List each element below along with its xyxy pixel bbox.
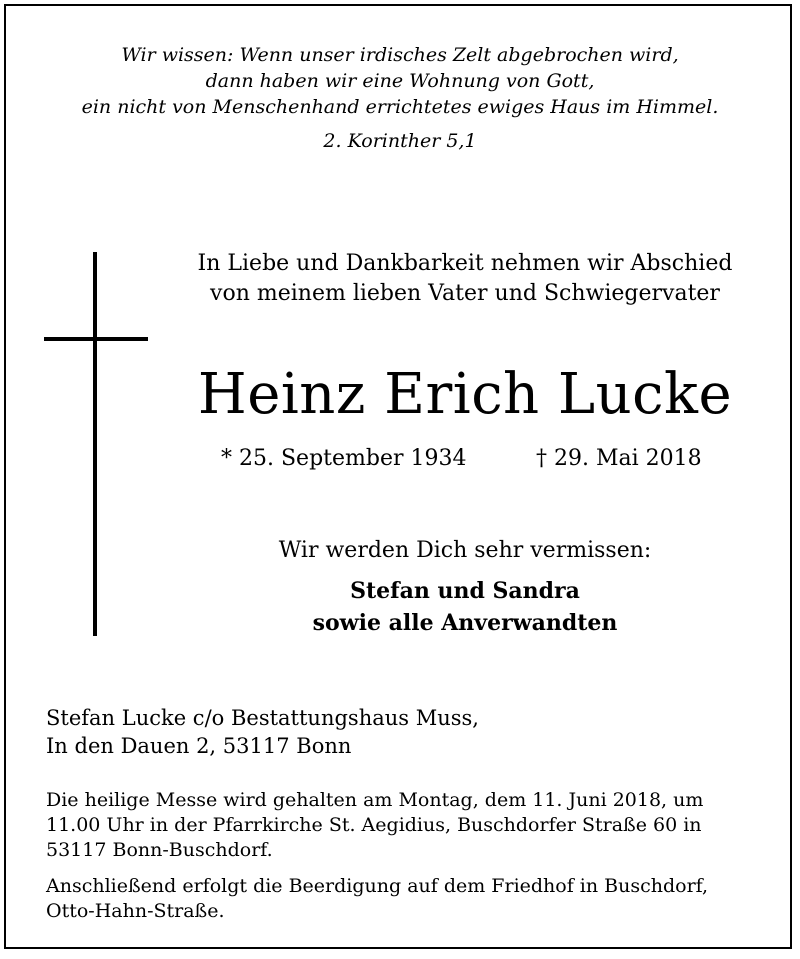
verse-line: dann haben wir eine Wohnung von Gott, [205, 70, 595, 92]
cross-horizontal-bar [44, 337, 148, 341]
intro-line: von meinem lieben Vater und Schwiegervater [210, 281, 720, 306]
mass-line: 11.00 Uhr in der Pfarrkirche St. Aegidius, Buschdorfer Straße 60 in [46, 814, 702, 836]
intro-line: In Liebe und Dankbarkeit nehmen wir Abschied [197, 251, 733, 276]
death-date: † 29. Mai 2018 [536, 446, 702, 471]
verse-reference: 2. Korinther 5,1 [323, 130, 477, 152]
verse-line: ein nicht von Menschenhand errichtetes ewiges Haus im Himmel. [81, 96, 719, 118]
mass-info [46, 788, 766, 863]
farewell-message: Wir werden Dich sehr vermissen: [278, 538, 652, 563]
signer-line: sowie alle Anverwandten [312, 610, 618, 636]
birth-date: * 25. September 1934 [221, 446, 467, 471]
deceased-name: Heinz Erich Lucke [197, 362, 733, 427]
contact-address [46, 704, 479, 760]
signer-line: Stefan und Sandra [350, 578, 580, 604]
burial-line: Anschließend erfolgt die Beerdigung auf dem Friedhof in Buschdorf, [46, 875, 709, 897]
address-line: Stefan Lucke c/o Bestattungshaus Muss, [46, 706, 479, 730]
burial-info [46, 874, 766, 924]
address-line: In den Dauen 2, 53117 Bonn [46, 734, 352, 758]
mass-line: Die heilige Messe wird gehalten am Montag, dem 11. Juni 2018, um [46, 789, 704, 811]
bible-verse [0, 42, 800, 120]
farewell-intro [150, 249, 780, 309]
cross-vertical-bar [93, 252, 97, 636]
signers [150, 575, 780, 639]
burial-line: Otto-Hahn-Straße. [46, 900, 225, 922]
verse-line: Wir wissen: Wenn unser irdisches Zelt abgebrochen wird, [121, 44, 679, 66]
mass-line: 53117 Bonn-Buschdorf. [46, 839, 273, 861]
